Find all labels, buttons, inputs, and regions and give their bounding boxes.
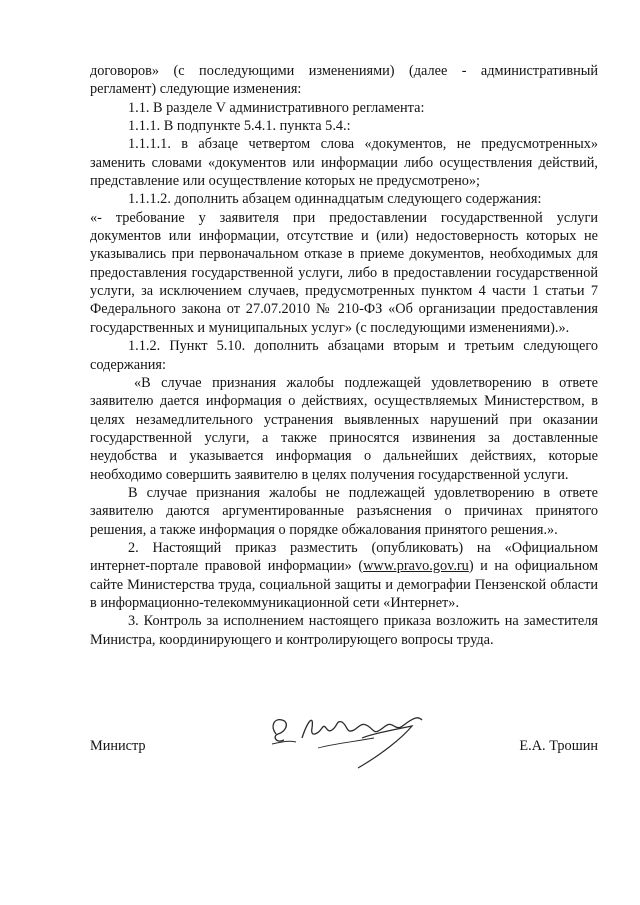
- signature-block: [90, 738, 598, 768]
- paragraph-1-1-2: 1.1.2. Пункт 5.10. дополнить абзацами вторым и третьим следующего содержания:: [90, 338, 598, 373]
- paragraph-1-1-1-2: 1.1.1.2. дополнить абзацем одиннадцатым следующего содержания:: [128, 191, 542, 208]
- pravo-link[interactable]: www.pravo.gov.ru: [363, 558, 469, 575]
- paragraph-complaint-satisfied: «В случае признания жалобы подлежащей удовлетворению в ответе заявителю дается информация о действиях, осуществляемых Министерством, в целях незамедлительного устранения выявленных нарушений при оказании государственной услуги, а также приносятся извинения за доставленные неудобства и указывается информация о дальнейших действиях, которые необходимо совершить заявителю в целях получения государственной услуги.: [90, 374, 598, 483]
- paragraph-1-1-1-1: 1.1.1.1. в абзаце четвертом слова «документов, не предусмотренных» заменить словами «документов или информации либо осуществления действий, представление или осуществление которых не предусмотрено»;: [90, 136, 598, 190]
- signatory-name: Е.А. Трошин: [519, 738, 598, 754]
- paragraph-quote-requirement: «- требование у заявителя при предоставлении государственной услуги документов или информации, отсутствие и (или) недостоверность которых не указывались при первоначальном отказе в приеме документов, необходимых для предоставления государственной услуги, либо в предоставлении государственной услуги, за исключением случаев, предусмотренных пунктом 4 части 1 статьи 7 Федерального закона от 27.07.2010 № 210-ФЗ «Об организации предоставления государственных и муниципальных услуг» (с последующими изменениями).».: [90, 209, 598, 336]
- paragraph-2-text-b: ) и на официальном сайте Министерства труда, социальной защиты и демографии Пензенской области в информационно-телекоммуникационной сети «Интернет».: [90, 558, 598, 611]
- paragraph-complaint-rejected: В случае признания жалобы не подлежащей удовлетворению в ответе заявителю даются аргументированные разъяснения о причинах принятого решения, а также информация о порядке обжалования принятого решения.».: [90, 484, 598, 538]
- document-body: [90, 62, 598, 649]
- signatory-position: Министр: [90, 738, 146, 754]
- paragraph-3: 3. Контроль за исполнением настоящего приказа возложить на заместителя Министра, координирующего и контролирующего вопросы труда.: [90, 613, 598, 648]
- paragraph-1-1: 1.1. В разделе V административного регламента:: [128, 99, 425, 116]
- paragraph-2-text-a: 2. Настоящий приказ разместить (опубликовать) на «Официальном интернет-портале правовой информации» (: [90, 539, 598, 575]
- paragraph-intro: договоров» (с последующими изменениями) (далее - административный регламент) следующие изменения:: [90, 63, 598, 98]
- paragraph-1-1-1: 1.1.1. В подпункте 5.4.1. пункта 5.4.:: [128, 118, 351, 135]
- paragraph-2: [90, 539, 598, 612]
